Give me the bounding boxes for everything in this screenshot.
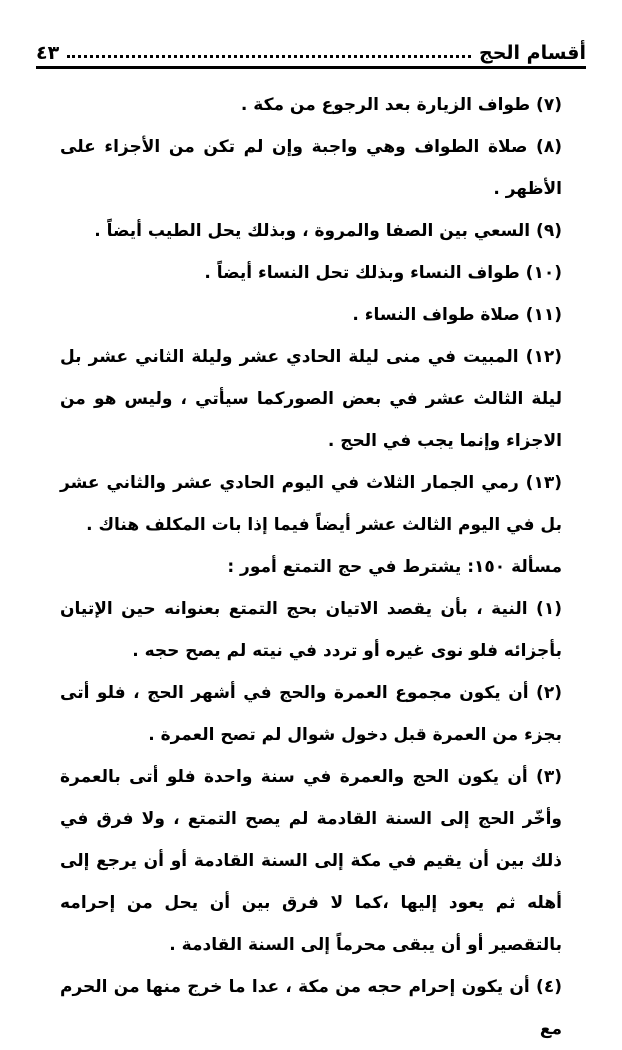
section-heading: مسألة ١٥٠: يشترط في حج التمتع أمور : <box>227 557 562 577</box>
page-number: ٤٣ <box>36 42 60 64</box>
list-item: (١٣) رمي الجمار الثلاث في اليوم الحادي عشر والثاني عشر بل في اليوم الثالث عشر أيضاً فيما إذا بات المكلف هناك . <box>60 473 562 535</box>
list-item: (٨) صلاة الطواف وهي واجبة وإن لم تكن من الأجزاء على الأظهر . <box>60 137 562 199</box>
list-item: (٣) أن يكون الحج والعمرة في سنة واحدة فلو أتى بالعمرة وأخّر الحج إلى السنة القادمة لم يصح التمتع ، ولا فرق في ذلك بين أن يقيم في مكة إلى السنة القادمة أو أن يرجع إلى أهله ثم يعود إليها ،كما لا فرق بين أن يحل من إحرامه بالتقصير أو أن يبقى محرماً إلى السنة القادمة . <box>60 767 562 955</box>
list-item: (١٠) طواف النساء وبذلك تحل النساء أيضاً . <box>204 263 562 283</box>
page-header <box>36 30 586 69</box>
list-item: (١٢) المبيت في منى ليلة الحادي عشر وليلة الثاني عشر بل ليلة الثالث عشر في بعض الصوركما سيأتي ، وليس هو من الاجزاء وإنما يجب في الحج . <box>60 347 562 451</box>
list-item: (١) النية ، بأن يقصد الاتيان بحج التمتع بعنوانه حين الإتيان بأجزائه فلو نوى غيره أو تردد في نيته لم يصح حجه . <box>60 599 562 661</box>
list-item: (٤) أن يكون إحرام حجه من مكة ، عدا ما خرج منها من الحرم مع <box>60 977 562 1039</box>
running-title: أقسام الحج <box>479 42 586 64</box>
list-item: (١١) صلاة طواف النساء . <box>352 305 562 325</box>
list-item: (٧) طواف الزيارة بعد الرجوع من مكة . <box>240 95 562 115</box>
list-item: (٩) السعي بين الصفا والمروة ، وبذلك يحل الطيب أيضاً . <box>94 221 562 241</box>
header-dotted-rule <box>67 55 471 58</box>
page-body <box>60 84 562 1050</box>
list-item: (٢) أن يكون مجموع العمرة والحج في أشهر الحج ، فلو أتى بجزء من العمرة قبل دخول شوال لم تصح العمرة . <box>60 683 562 745</box>
